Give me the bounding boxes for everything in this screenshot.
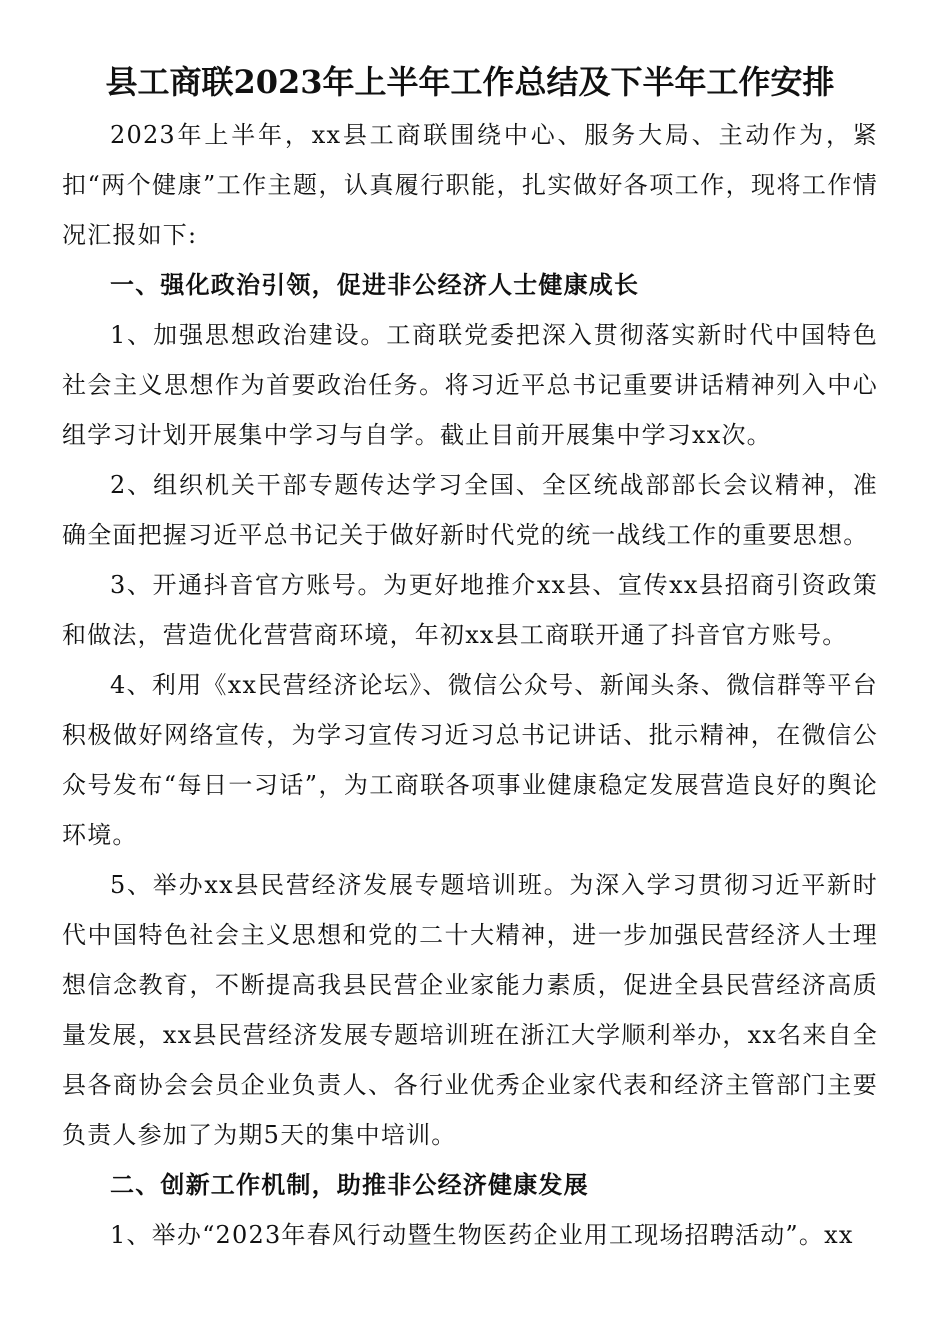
section-1-heading: 一、强化政治引领，促进非公经济人士健康成长 [110, 270, 640, 299]
section-1-item-1: 1、加强思想政治建设。工商联党委把深入贯彻落实新时代中国特色社会主义思想作为首要政治任务。将习近平总书记重要讲话精神列入中心组学习计划开展集中学习与自学。截止目前开展集中学习xx次。 [62, 321, 878, 449]
section-1-item-5: 5、举办xx县民营经济发展专题培训班。为深入学习贯彻习近平新时代中国特色社会主义思想和党的二十大精神，进一步加强民营经济人士理想信念教育，不断提高我县民营企业家能力素质，促进全县民营经济高质量发展，xx县民营经济发展专题培训班在浙江大学顺利举办，xx名来自全县各商协会会员企业负责人、各行业优秀企业家代表和经济主管部门主要负责人参加了为期5天的集中培训。 [62, 871, 878, 1149]
section-1-item-4: 4、利用《xx民营经济论坛》、微信公众号、新闻头条、微信群等平台积极做好网络宣传，为学习宣传习近习总书记讲话、批示精神，在微信公众号发布“每日一习话”，为工商联各项事业健康稳定发展营造良好的舆论环境。 [62, 671, 878, 849]
section-2-item-1: 1、举办“2023年春风行动暨生物医药企业用工现场招聘活动”。xx [110, 1221, 854, 1249]
section-1-item-3: 3、开通抖音官方账号。为更好地推介xx县、宣传xx县招商引资政策和做法，营造优化营营商环境，年初xx县工商联开通了抖音官方账号。 [62, 571, 878, 649]
section-1-item-2: 2、组织机关干部专题传达学习全国、全区统战部部长会议精神，准确全面把握习近平总书记关于做好新时代党的统一战线工作的重要思想。 [62, 471, 878, 549]
intro-paragraph: 2023年上半年，xx县工商联围绕中心、服务大局、主动作为，紧扣“两个健康”工作主题，认真履行职能，扎实做好各项工作，现将工作情况汇报如下: [62, 121, 878, 249]
section-2-heading: 二、创新工作机制，助推非公经济健康发展 [110, 1170, 589, 1199]
document-title: 县工商联2023年上半年工作总结及下半年工作安排 [105, 63, 835, 101]
